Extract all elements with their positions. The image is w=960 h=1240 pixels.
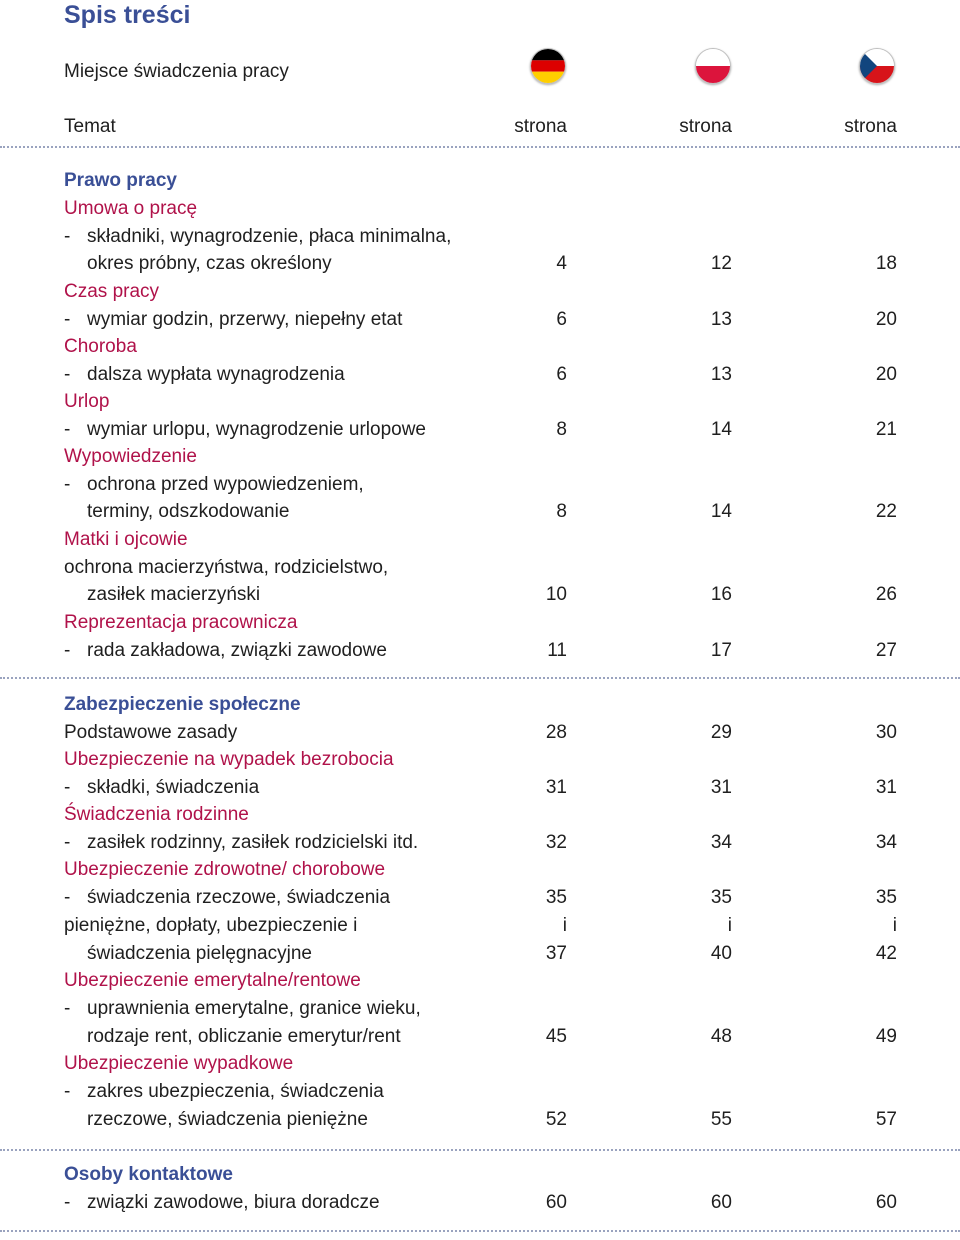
row-label: Ubezpieczenie wypadkowe: [64, 1053, 294, 1074]
table-row: [0, 1024, 960, 1050]
table-row: [0, 941, 960, 967]
divider: [0, 1230, 960, 1232]
page-number-cz: 27: [875, 640, 897, 661]
page-number-de: i: [562, 915, 567, 936]
row-label: okres próbny, czas określony: [87, 253, 332, 274]
table-row: [0, 775, 960, 801]
page-number-de: 6: [556, 364, 567, 385]
page-number-de: 6: [556, 309, 567, 330]
page-number-pl: 60: [710, 1192, 732, 1213]
row-label: rodzaje rent, obliczanie emerytur/rent: [87, 1026, 401, 1047]
page-number-cz: 60: [875, 1192, 897, 1213]
page-number-pl: 17: [710, 640, 732, 661]
topic-heading: [0, 334, 960, 360]
row-label: związki zawodowe, biura doradcze: [87, 1192, 380, 1213]
section-heading: [0, 1162, 960, 1188]
row-label: Zabezpieczenie społeczne: [64, 694, 301, 715]
page-number-de: 31: [545, 777, 567, 798]
divider: [0, 146, 960, 148]
page-number-cz: 26: [875, 584, 897, 605]
page-number-cz: 31: [875, 777, 897, 798]
divider: [0, 677, 960, 679]
page-number-de: 35: [545, 887, 567, 908]
bullet-dash: -: [64, 832, 71, 853]
topic-heading: [0, 389, 960, 415]
topic-heading: [0, 279, 960, 305]
page-number-de: 11: [547, 640, 567, 661]
table-row: [0, 362, 960, 388]
table-row: [0, 307, 960, 333]
row-label: Wypowiedzenie: [64, 446, 197, 467]
table-row: [0, 1190, 960, 1216]
table-row: [0, 417, 960, 443]
row-label: Świadczenia rodzinne: [64, 804, 249, 825]
page-number-de: 45: [545, 1026, 567, 1047]
bullet-dash: -: [64, 226, 71, 247]
page-number-pl: 16: [710, 584, 732, 605]
section-heading: [0, 692, 960, 718]
page-number-de: 8: [556, 501, 567, 522]
topic-heading: [0, 610, 960, 636]
table-row: [0, 913, 960, 939]
page-number-cz: 21: [875, 419, 897, 440]
page-number-pl: 40: [710, 943, 732, 964]
page-number-cz: 18: [875, 253, 897, 274]
page-number-cz: 20: [875, 309, 897, 330]
bullet-dash: -: [64, 364, 71, 385]
bullet-dash: -: [64, 1192, 71, 1213]
column-header-page-de: strona: [514, 116, 567, 137]
page-number-cz: 35: [875, 887, 897, 908]
row-label: Ubezpieczenie emerytalne/rentowe: [64, 970, 361, 991]
table-row: [0, 1079, 960, 1105]
page-number-cz: 42: [875, 943, 897, 964]
page-number-pl: 48: [710, 1026, 732, 1047]
poland-flag-icon: [695, 48, 731, 84]
page-number-de: 52: [545, 1109, 567, 1130]
topic-heading: [0, 802, 960, 828]
page-number-pl: 14: [710, 419, 732, 440]
page-number-pl: 35: [710, 887, 732, 908]
row-label: rada zakładowa, związki zawodowe: [87, 640, 387, 661]
page-number-de: 10: [545, 584, 567, 605]
bullet-dash: -: [64, 419, 71, 440]
table-row: [0, 830, 960, 856]
row-label: Podstawowe zasady: [64, 722, 238, 743]
row-label: składki, świadczenia: [87, 777, 260, 798]
page-number-pl: 55: [710, 1109, 732, 1130]
subtitle: Miejsce świadczenia pracy: [64, 61, 289, 82]
topic-heading: [0, 968, 960, 994]
topic-heading: [0, 747, 960, 773]
row-label: rzeczowe, świadczenia pieniężne: [87, 1109, 368, 1130]
row-label: Umowa o pracę: [64, 198, 198, 219]
page-number-cz: 30: [875, 722, 897, 743]
page-number-cz: 49: [875, 1026, 897, 1047]
topic-heading: [0, 527, 960, 553]
page-number-de: 37: [545, 943, 567, 964]
row-label: zakres ubezpieczenia, świadczenia: [87, 1081, 384, 1102]
row-label: zasiłek macierzyński: [87, 584, 261, 605]
page-number-pl: 13: [710, 364, 732, 385]
row-label: Choroba: [64, 336, 137, 357]
topic-heading: [0, 1051, 960, 1077]
bullet-dash: -: [64, 640, 71, 661]
topic-heading: [0, 196, 960, 222]
row-label: terminy, odszkodowanie: [87, 501, 290, 522]
row-label: świadczenia pielęgnacyjne: [87, 943, 312, 964]
table-row: [0, 638, 960, 664]
czech-flag-icon: [859, 48, 895, 84]
table-row: [0, 224, 960, 250]
divider: [0, 1149, 960, 1151]
column-header-page-pl: strona: [679, 116, 732, 137]
row-label: Ubezpieczenie na wypadek bezrobocia: [64, 749, 394, 770]
page-number-cz: 22: [875, 501, 897, 522]
row-label: Czas pracy: [64, 281, 160, 302]
bullet-dash: -: [64, 474, 71, 495]
row-label: składniki, wynagrodzenie, płaca minimalna,: [87, 226, 452, 247]
row-label: ochrona macierzyństwa, rodzicielstwo,: [64, 557, 389, 578]
table-row: [0, 720, 960, 746]
bullet-dash: -: [64, 777, 71, 798]
page-number-pl: 14: [710, 501, 732, 522]
row-label: Urlop: [64, 391, 110, 412]
page-number-pl: i: [727, 915, 732, 936]
table-row: [0, 885, 960, 911]
column-header-page-cz: strona: [844, 116, 897, 137]
page-number-pl: 12: [710, 253, 732, 274]
germany-flag-icon: [530, 48, 566, 84]
table-row: [0, 251, 960, 277]
bullet-dash: -: [64, 998, 71, 1019]
page-title: Spis treści: [64, 1, 191, 29]
bullet-dash: -: [64, 887, 71, 908]
row-label: wymiar urlopu, wynagrodzenie urlopowe: [87, 419, 427, 440]
table-row: [0, 472, 960, 498]
table-row: [0, 1107, 960, 1133]
row-label: Osoby kontaktowe: [64, 1164, 233, 1185]
page-number-cz: 57: [875, 1109, 897, 1130]
section-heading: [0, 168, 960, 194]
table-row: [0, 499, 960, 525]
page-number-de: 4: [556, 253, 567, 274]
topic-heading: [0, 857, 960, 883]
row-label: wymiar godzin, przerwy, niepełny etat: [87, 309, 403, 330]
page-number-pl: 13: [710, 309, 732, 330]
row-label: dalsza wypłata wynagrodzenia: [87, 364, 345, 385]
row-label: Matki i ojcowie: [64, 529, 188, 550]
page-number-cz: i: [892, 915, 897, 936]
row-label: zasiłek rodzinny, zasiłek rodzicielski itd.: [87, 832, 419, 853]
topic-heading: [0, 444, 960, 470]
page-number-pl: 29: [710, 722, 732, 743]
page-number-de: 60: [545, 1192, 567, 1213]
page-number-cz: 20: [875, 364, 897, 385]
page-number-de: 32: [545, 832, 567, 853]
page-number-cz: 34: [875, 832, 897, 853]
row-label: Reprezentacja pracownicza: [64, 612, 298, 633]
bullet-dash: -: [64, 309, 71, 330]
row-label: ochrona przed wypowiedzeniem,: [87, 474, 364, 495]
table-row: [0, 582, 960, 608]
page-number-de: 8: [556, 419, 567, 440]
page-number-pl: 31: [710, 777, 732, 798]
page-number-de: 28: [545, 722, 567, 743]
row-label: Ubezpieczenie zdrowotne/ chorobowe: [64, 859, 386, 880]
bullet-dash: -: [64, 1081, 71, 1102]
row-label: uprawnienia emerytalne, granice wieku,: [87, 998, 421, 1019]
table-row: [0, 996, 960, 1022]
row-label: Prawo pracy: [64, 170, 177, 191]
column-header-topic: Temat: [64, 116, 116, 137]
row-label: pieniężne, dopłaty, ubezpieczenie i: [64, 915, 358, 936]
table-row: [0, 555, 960, 581]
page-number-pl: 34: [710, 832, 732, 853]
row-label: świadczenia rzeczowe, świadczenia: [87, 887, 391, 908]
